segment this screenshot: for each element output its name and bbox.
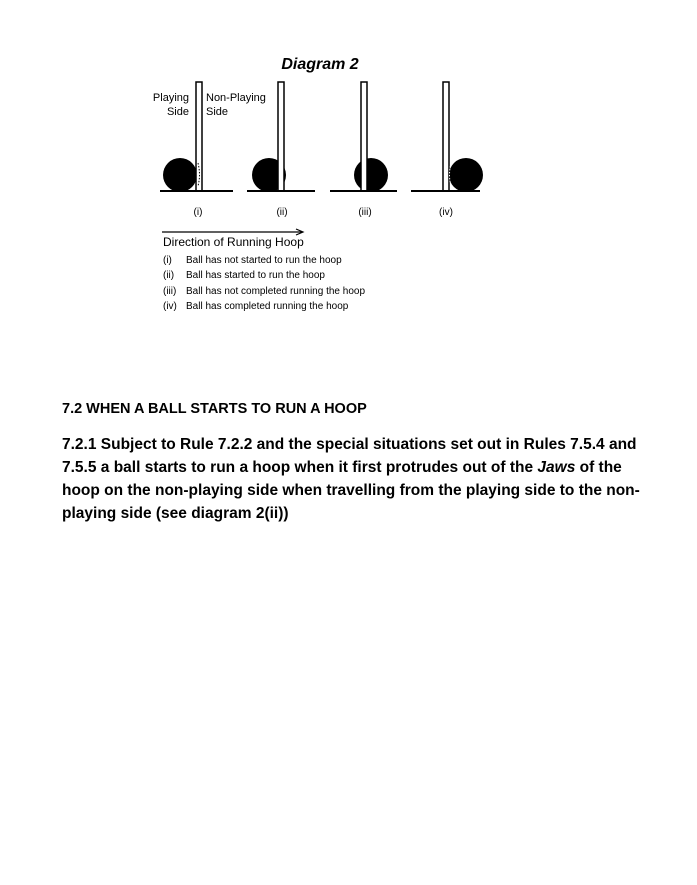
hoop-post xyxy=(278,82,284,191)
para-text: of the hoop on the non-playing side when travelling from the playing side to the non-playing side (see diagram 2(ii)) xyxy=(62,459,640,522)
hoop-post xyxy=(443,82,449,191)
playing-side-label: Side xyxy=(166,106,189,118)
ball xyxy=(163,158,197,192)
legend xyxy=(163,255,365,312)
panel-iii xyxy=(330,82,397,192)
ball xyxy=(354,158,388,192)
panel-label: (i) xyxy=(193,207,203,218)
panel-label: (iii) xyxy=(358,207,372,218)
rule-paragraph xyxy=(62,433,652,525)
section-heading: 7.2 WHEN A BALL STARTS TO RUN A HOOP xyxy=(62,401,367,417)
panel-label: (ii) xyxy=(276,207,288,218)
playing-side-label: Playing xyxy=(152,92,189,104)
panel-label: (iv) xyxy=(439,207,453,218)
legend-num: (iv) xyxy=(163,301,177,312)
non-playing-side-label: Side xyxy=(206,106,229,118)
jaws-term: Jaws xyxy=(537,459,576,476)
direction-label: Direction of Running Hoop xyxy=(163,235,304,249)
legend-text: Ball has not completed running the hoop xyxy=(186,286,366,297)
legend-num: (i) xyxy=(163,255,172,266)
panel-iv xyxy=(411,82,483,192)
para-text: 7.2.1 Subject to Rule 7.2.2 and the special situations set out in Rules 7.5.4 and 7.5.5 a ball starts to run a hoop when it first protrudes out of the xyxy=(62,436,637,476)
diagram-title: Diagram 2 xyxy=(281,56,359,73)
legend-num: (iii) xyxy=(163,286,177,297)
ball xyxy=(449,158,483,192)
non-playing-side-label: Non-Playing xyxy=(206,92,266,104)
legend-text: Ball has started to run the hoop xyxy=(186,270,325,281)
hoop-post xyxy=(196,82,202,191)
legend-num: (ii) xyxy=(163,270,175,281)
legend-text: Ball has completed running the hoop xyxy=(186,301,349,312)
hoop-post xyxy=(361,82,367,191)
legend-text: Ball has not started to run the hoop xyxy=(186,255,342,266)
